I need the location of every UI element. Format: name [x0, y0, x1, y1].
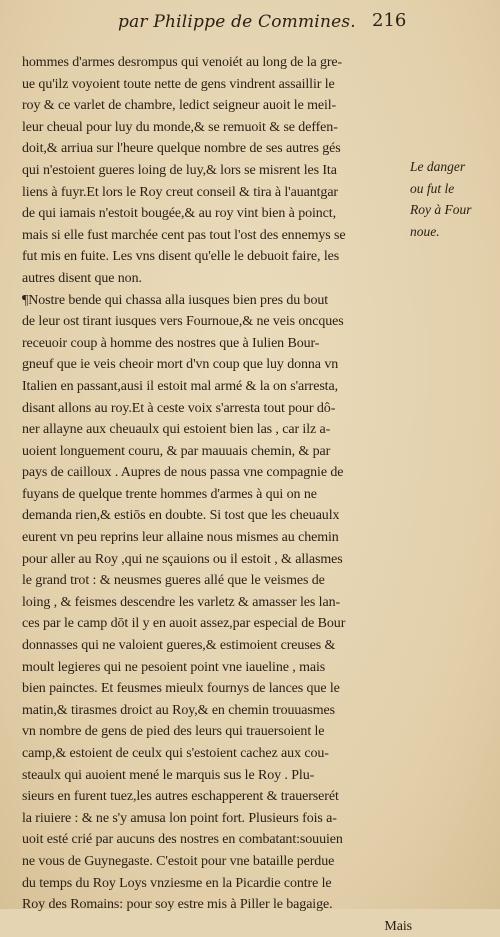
text-line: ces par le camp dōt il y en auoit assez,par especial de Bour [22, 616, 346, 632]
text-line: camp,& estoient de ceulx qui s'estoient cachez aux cou- [22, 746, 329, 761]
text-line: autres disent que non. [22, 270, 142, 286]
text-line: Italien en passant,ausi il estoit mal armé & la on s'arresta, [22, 378, 338, 394]
page-number: 216 [372, 10, 407, 31]
text-line: du temps du Roy Loys vnziesme en la Picardie contre le [22, 875, 332, 891]
marginal-note-line: Roy à Four [410, 202, 472, 218]
page-header [0, 8, 500, 38]
text-line: pour aller au Roy ,qui ne sçauions ou il estoit , & allasmes [22, 551, 343, 567]
text-line: moult legieres qui ne pesoient point vne iaueline , mais [22, 659, 326, 675]
text-line: la riuiere : & ne s'y amusa lon point fort. Plusieurs fois a- [22, 810, 337, 826]
text-line: vn nombre de gens de pied des leurs qui trauersoient le [22, 724, 325, 740]
text-line: Roy des Romains: pour soy estre mis à Piller le bagaige. [22, 897, 333, 913]
text-line: liens à fuyr.Et lors le Roy creut conseil & tira à l'auantgar [22, 184, 338, 200]
text-line: mais si elle fust marchée cent pas tout l'ost des ennemys se [22, 227, 346, 243]
text-line: uoient longuement couru, & par mauuais chemin, & par [22, 443, 331, 459]
marginal-note-line: noue. [410, 223, 440, 239]
running-head: par Philippe de Commines. [118, 12, 356, 32]
text-line: hommes d'armes desrompus qui venoiét au long de la gre- [22, 55, 343, 70]
text-line: doit,& arriua sur l'heure quelque nombre de ses autres gés [22, 141, 341, 157]
text-line: ne vous de Guynegaste. C'estoit pour vne bataille perdue [22, 853, 335, 869]
text-line: de qui iamais n'estoit bougée,& au roy vint bien à poinct, [22, 206, 336, 222]
text-line: eurent vn peu reprins leur allaine nous mismes au chemin [22, 530, 339, 546]
text-line: disant allons au roy.Et à ceste voix s'arresta tout pour dô- [22, 400, 336, 416]
text-line: gneuf que ie veis cheoir mort d'vn coup que luy donna vn [22, 357, 339, 373]
marginal-note [410, 156, 496, 242]
body-text [22, 52, 412, 937]
text-line: uoit esté crié par aucuns des nostres en combatant:souuien [22, 832, 343, 848]
text-line: fut mis en fuite. Les vns disent qu'elle le debuoit faire, les [22, 249, 340, 265]
text-line: bien painctes. Et feusmes mieulx fournys de lances que le [22, 681, 340, 697]
catchword: Mais [384, 918, 412, 934]
text-line: leur cheual pour luy du monde,& se remuoit & se deffen- [22, 119, 338, 135]
text-line: donnasses qui ne valoient gueres,& estimoient creuses & [22, 638, 336, 654]
text-line: steaulx qui auoient mené le marquis sus le Roy . Plu- [22, 767, 315, 783]
text-line: matin,& tirasmes droict au Roy,& en chemin trouuasmes [22, 702, 336, 718]
paragraph-start-line: ¶Nostre bende qui chassa alla iusques bien pres du bout [22, 292, 329, 308]
text-line: receuoir coup à homme des nostres que à Iulien Bour- [22, 335, 320, 351]
text-line: pays de cailloux . Aupres de nous passa vne compagnie de [22, 465, 344, 481]
text-line: sieurs en furent tuez,les autres eschapperent & trauerserét [22, 789, 339, 805]
text-line: fuyans de quelque trente hommes d'armes à qui on ne [22, 486, 317, 502]
text-line: le grand trot : & neusmes gueres allé que le veismes de [22, 573, 325, 589]
text-line: qui n'estoient gueres loing de luy,& lors se misrent les Ita [22, 162, 337, 178]
marginal-note-line: Le danger [410, 159, 466, 174]
text-line: loing , & feismes descendre les varletz & amasser les lan- [22, 594, 341, 610]
text-line: de leur ost tirant iusques vers Fournoue,& ne veis oncques [22, 314, 344, 330]
marginal-note-line: ou fut le [410, 180, 455, 196]
text-line: ue qu'ilz voyoient toute nette de gens vindrent assaillir le [22, 76, 335, 92]
text-line: demanda rien,& estiōs en doubte. Si tost que les cheuaulx [22, 508, 340, 524]
text-line: roy & ce varlet de chambre, ledict seigneur auoit le meil- [22, 98, 337, 114]
text-line: ner allayne aux cheuaulx qui estoient bien las , car ilz a- [22, 422, 331, 438]
